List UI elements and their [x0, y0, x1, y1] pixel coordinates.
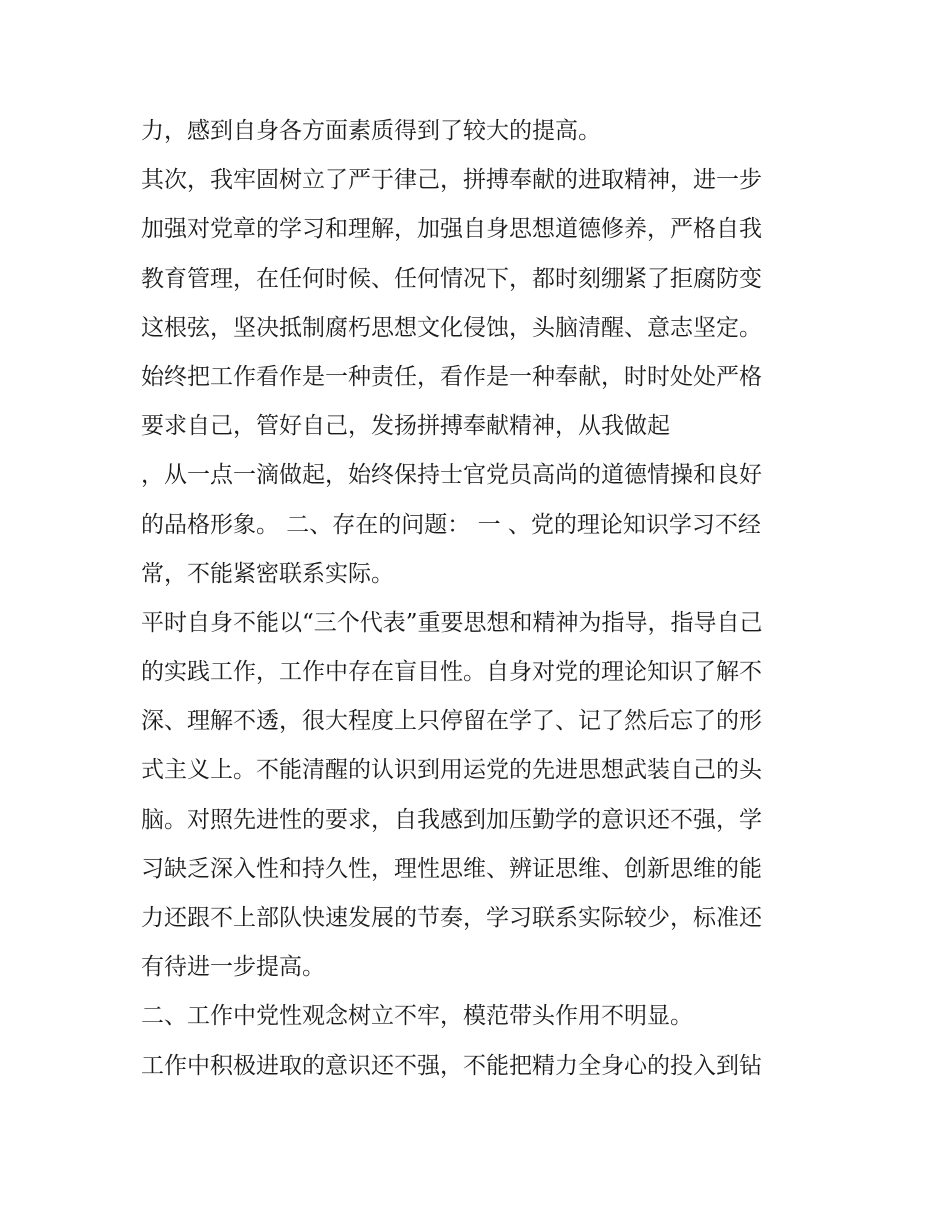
text-line-17: 力还跟不上部队快速发展的节奏，学习联系实际较少，标准还 [141, 905, 762, 931]
text-line-3: 加强对党章的学习和理解，加强自身思想道德修养，严格自我 [141, 216, 762, 243]
text-line-8: ，从一点一滴做起，始终保持士官党员高尚的道德情操和良好 [141, 462, 762, 489]
text-line-2: 其次，我牢固树立了严于律己，拼搏奉献的进取精神，进一步 [141, 167, 762, 194]
text-line-14: 式主义上。不能清醒的认识到用运党的先进思想武装自己的头 [141, 757, 762, 784]
text-line-4: 教育管理，在任何时候、任何情况下，都时刻绷紧了拒腐防变 [141, 265, 762, 292]
text-line-5: 这根弦，坚决抵制腐朽思想文化侵蚀，头脑清醒、意志坚定。 [141, 314, 762, 341]
text-line-1: 力，感到自身各方面素质得到了较大的提高。 [141, 118, 601, 144]
text-line-15: 脑。对照先进性的要求，自我感到加压勤学的意识还不强，学 [141, 806, 762, 833]
text-line-20: 工作中积极进取的意识还不强，不能把精力全身心的投入到钻 [141, 1052, 762, 1079]
text-line-10: 常，不能紧密联系实际。 [141, 560, 394, 587]
document-body [141, 107, 821, 1091]
text-line-7: 要求自己，管好自己，发扬拼搏奉献精神，从我做起 [141, 413, 670, 440]
text-line-11: 平时自身不能以“三个代表”重要思想和精神为指导，指导自己 [141, 609, 763, 636]
text-line-6: 始终把工作看作是一种责任，看作是一种奉献，时时处处严格 [141, 363, 762, 390]
text-line-19: 二、工作中党性观念树立不牢，模范带头作用不明显。 [141, 1003, 693, 1030]
text-line-12: 的实践工作，工作中存在盲目性。自身对党的理论知识了解不 [141, 659, 762, 686]
text-line-13: 深、理解不透，很大程度上只停留在学了、记了然后忘了的形 [141, 708, 762, 735]
text-line-9: 的品格形象。 二、存在的问题： 一 、党的理论知识学习不经 [141, 511, 761, 538]
text-line-18: 有待进一步提高。 [141, 954, 325, 981]
text-line-16: 习缺乏深入性和持久性，理性思维、辨证思维、创新思维的能 [141, 855, 762, 882]
